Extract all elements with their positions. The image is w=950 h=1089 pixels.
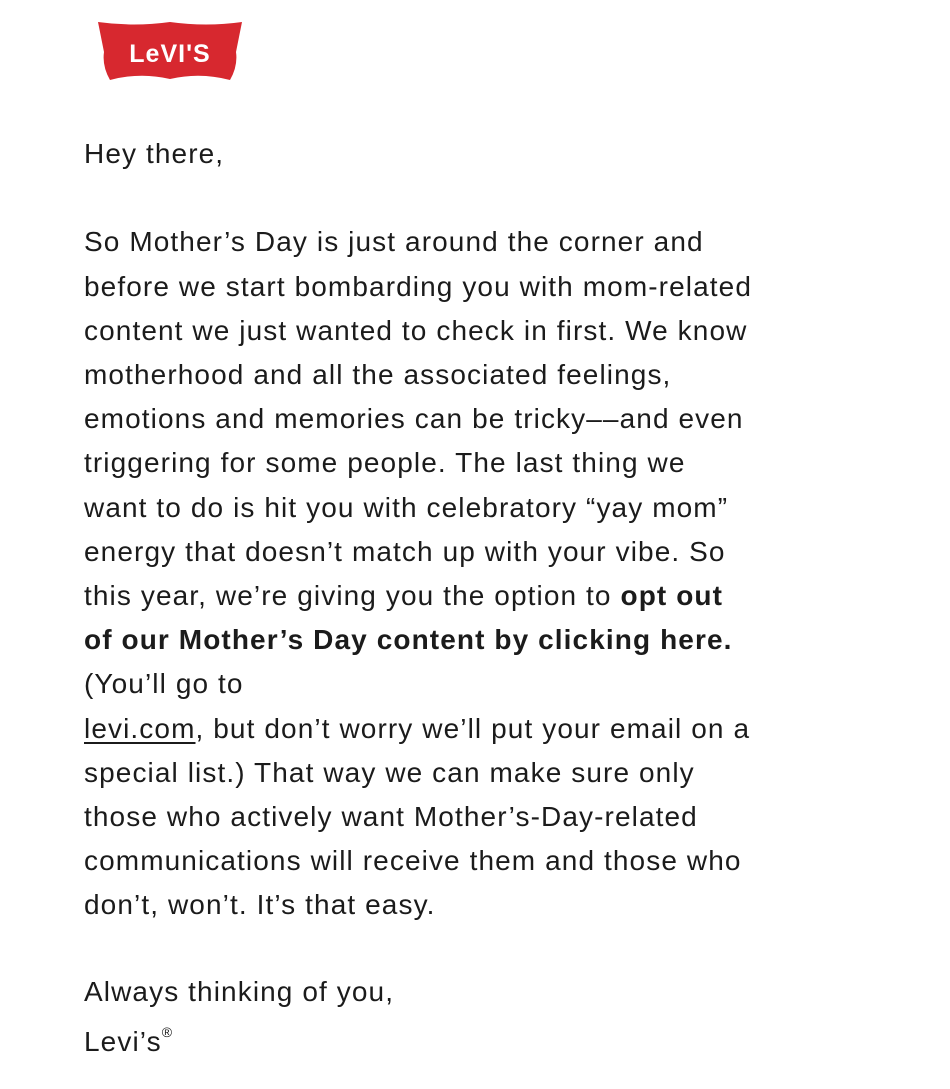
body-line: triggering for some people. The last thing we bbox=[84, 447, 686, 479]
body-line: before we start bombarding you with mom-related bbox=[84, 270, 752, 302]
opt-out-link[interactable]: opt out bbox=[620, 580, 724, 612]
email-body bbox=[84, 132, 914, 1062]
goto-line: (You’ll go to bbox=[84, 668, 244, 700]
levi-com-link[interactable]: levi.com bbox=[84, 712, 196, 744]
levis-logo bbox=[97, 18, 244, 82]
body-line: So Mother’s Day is just around the corner and bbox=[84, 226, 704, 258]
after-link-text: , but don’t worry we’ll put your email on a bbox=[195, 712, 751, 744]
batwing-logo-icon bbox=[97, 18, 244, 82]
signature bbox=[84, 1012, 914, 1062]
body-line: energy that doesn’t match up with your vibe. So bbox=[84, 535, 726, 567]
body-line: content we just wanted to check in first. We know bbox=[84, 314, 748, 346]
optout-line bbox=[84, 574, 914, 618]
opt-out-link-continued[interactable]: of our Mother’s Day content by clicking here. bbox=[84, 624, 733, 656]
closing-line: special list.) That way we can make sure only bbox=[84, 756, 695, 788]
closing-line: don’t, won’t. It’s that easy. bbox=[84, 889, 436, 921]
optout-prefix: this year, we’re giving you the option to bbox=[84, 580, 621, 612]
body-line: emotions and memories can be tricky––and even bbox=[84, 403, 744, 435]
logo-wordmark: LeVI'S bbox=[129, 40, 211, 68]
signoff: Always thinking of you, bbox=[84, 975, 395, 1007]
signature-name: Levi’s bbox=[84, 1025, 162, 1057]
body-line: motherhood and all the associated feelings, bbox=[84, 359, 672, 390]
registered-mark: ® bbox=[161, 1023, 173, 1040]
site-line bbox=[84, 707, 914, 751]
body-line: want to do is hit you with celebratory “yay mom” bbox=[84, 491, 729, 523]
greeting: Hey there, bbox=[84, 138, 225, 169]
closing-line: communications will receive them and those who bbox=[84, 845, 742, 877]
closing-line: those who actively want Mother’s-Day-related bbox=[84, 801, 698, 833]
